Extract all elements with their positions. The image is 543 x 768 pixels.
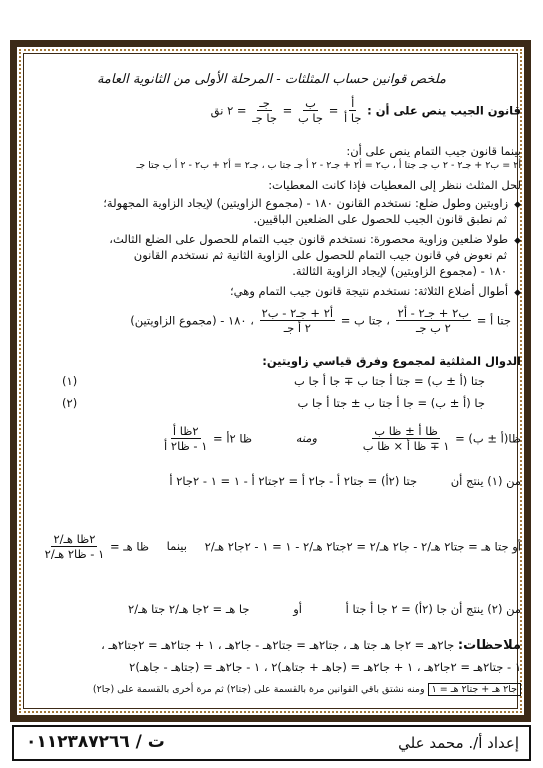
sine-frac-b: $\frac{\text{ب}}{\text{جا ب}}$ xyxy=(297,96,324,126)
from2-text: من (٢) ينتج أن جا (٢أ) = ٢ جا أ جتا أ xyxy=(345,602,521,616)
while-word: بينما xyxy=(166,539,187,554)
identity-box: جا٢ هـ + جتا٢ هـ = ١ xyxy=(428,683,521,696)
half-angle-line xyxy=(22,532,521,562)
cos-result xyxy=(22,306,511,336)
eq-2-number: (٢) xyxy=(62,396,78,410)
from1-text: من (١) ينتج أن xyxy=(450,474,521,488)
bullet-3-line-1: ◆ أطوال أضلاع الثلاثة: نستخدم نتيجة قانون جيب التمام وهي؛ xyxy=(22,284,521,299)
bullet-2-line-1: ◆ طولا ضلعين وزاوية محصورة: نستخدم قانون جيب التمام للحصول على الضلع الثالث، xyxy=(22,232,521,247)
sum-diff-heading: الدوال المثلثية لمجموع وفرق قياسي زاويتين: xyxy=(262,354,521,368)
sine-law-suffix: = ٢ نق xyxy=(210,103,247,118)
content xyxy=(22,54,521,714)
author-name: إعداد أ/. محمد علي xyxy=(398,734,519,752)
tan-sum-label: ظا(أ ± ب) = xyxy=(455,431,521,446)
eq-2: جا (أ ± ب) = جا أ جتا ب ± جتا أ جا ب xyxy=(297,396,485,410)
cos-a-den: ٢ ب جـ xyxy=(415,321,451,336)
from2-half: جا هـ = ٢جا هـ/٢ جتا هـ/٢ xyxy=(128,602,250,616)
tan-half-den: ١ - ظا٢ هـ/٢ xyxy=(44,547,105,562)
page-title: ملخص قوانين حساب المثلثات - المرحلة الأولى من الثانوية العامة xyxy=(96,72,447,87)
tan-sum-den: ١ ∓ ظا أ × ظا ب xyxy=(362,439,450,454)
sine-law: قانون الجيب ينص على أن : $\frac{\text{أ}}{\text{جا أ}}$ = $\frac{\text{ب}}{\text{جا ب}}$ = $\frac{\text{جـ}}{\text{جا جـ}}$ = ٢ نق xyxy=(210,96,521,126)
cos-b-frac xyxy=(260,306,336,336)
phone-number: ت / ٠١١٢٣٨٧٢٦٦ xyxy=(26,732,165,752)
tan-double-frac xyxy=(164,424,207,454)
tan-double-den: ١ - ظا٢ أ xyxy=(164,439,208,454)
notes-line-1 xyxy=(22,638,521,654)
solve-intro: لحل المثلث ننظر إلى المعطيات فإذا كانت المعطيات: xyxy=(268,178,521,192)
eq-1-number: (١) xyxy=(62,374,78,388)
bullet-2-line-2: ثم نعوض في قانون جيب التمام للحصول على الزاوية الثانية ثم نستخدم القانون xyxy=(133,248,507,262)
tan-half-frac xyxy=(45,532,105,562)
cos-a-label: جتا أ = xyxy=(476,313,511,328)
bullet-1-line-2: ثم نطبق قانون الجيب للحصول على الضلعين الباقيين. xyxy=(253,212,507,226)
tan-sum-frac xyxy=(363,424,450,454)
or-word: أو xyxy=(293,602,302,616)
from2-line xyxy=(22,602,521,616)
cos-b-den: ٢ أ جـ xyxy=(283,321,311,336)
sine-frac-c: $\frac{\text{جـ}}{\text{جا جـ}}$ xyxy=(252,96,277,126)
tan-double-label: ظا ٢أ = xyxy=(213,431,253,446)
cosine-formulas: أ٢ = ب٢ + جـ٢ - ٢ ب جـ جتا أ ، ب٢ = أ٢ + جـ٢ - ٢ أ جـ جتا ب ، جـ٢ = أ٢ + ب٢ - ٢ أ ب جتا جـ xyxy=(136,160,521,171)
and-from-word: ومنه xyxy=(295,431,318,446)
cos-a-frac xyxy=(396,306,471,336)
tan-sum-num: ظا أ ± ظا ب xyxy=(374,424,438,438)
bullet-1-line-1: ◆ زاويتين وطول ضلع: نستخدم القانون ١٨٠ - (مجموع الزاويتين) لإيجاد الزاوية المجهولة؛ xyxy=(22,196,521,211)
identity-line xyxy=(22,684,521,696)
tan-line xyxy=(22,424,521,454)
identity-note: ومنه نشتق باقي القوانين مرة بالقسمة على (جتا٢) ثم مرة أخرى بالقسمة على (جا٢) xyxy=(92,684,425,695)
tan-half-num: ٢ظا هـ/٢ xyxy=(53,532,96,546)
notes-text-1: جا٢هـ = ٢جا هـ جتا هـ ، جتا٢هـ = جتا٢هـ - جا٢هـ ، ١ + جتا٢هـ = ٢جتا٢هـ ، xyxy=(101,638,455,652)
from1-line xyxy=(22,474,521,488)
cos-a-num: ب٢ + جـ٢ - أ٢ xyxy=(397,306,470,320)
notes-line-2: ١ - جتا٢هـ = ٢جا٢هـ ، ١ + جا٢هـ = (جاهـ + جتاهـ)٢ ، ١ - جا٢هـ = (جتاهـ - جاهـ)٢ xyxy=(129,660,521,674)
cos-b-label: ، جتا ب = xyxy=(340,313,390,328)
cosine-intro: بينما قانون جيب التمام ينص على أن: xyxy=(346,144,521,158)
notes-label: ملاحظات: xyxy=(457,638,521,653)
sine-frac-a: $\frac{\text{أ}}{\text{جا أ}}$ xyxy=(344,96,362,126)
cos-b-num: أ٢ + جـ٢ - ب٢ xyxy=(261,306,334,320)
half-eq: أو جتا هـ = جتا٢ هـ/٢ - جا٢ هـ/٢ = ٢جتا٢ هـ/٢ - ١ = ١ - ٢جا٢ هـ/٢ xyxy=(204,539,521,554)
from1-eq: جتا (٢أ) = جتا٢ أ - جا٢ أ = ٢جتا٢ أ - ١ = ١ - ٢جا٢ أ xyxy=(169,474,418,488)
tan-half-label: ظا هـ = xyxy=(109,539,150,554)
sine-law-prefix: قانون الجيب ينص على أن : xyxy=(367,103,521,118)
bullet-2-line-3: ١٨٠ - (مجموع الزاويتين) لإيجاد الزاوية الثالثة. xyxy=(292,264,507,278)
footer xyxy=(12,725,531,761)
eq-1: جتا (أ ± ب) = جتا أ جتا ب ∓ جا أ جا ب xyxy=(294,374,485,388)
tan-double-num: ٢ظا أ xyxy=(172,424,199,438)
cos-c-text: ، ١٨٠ - (مجموع الزاويتين) xyxy=(130,313,254,328)
